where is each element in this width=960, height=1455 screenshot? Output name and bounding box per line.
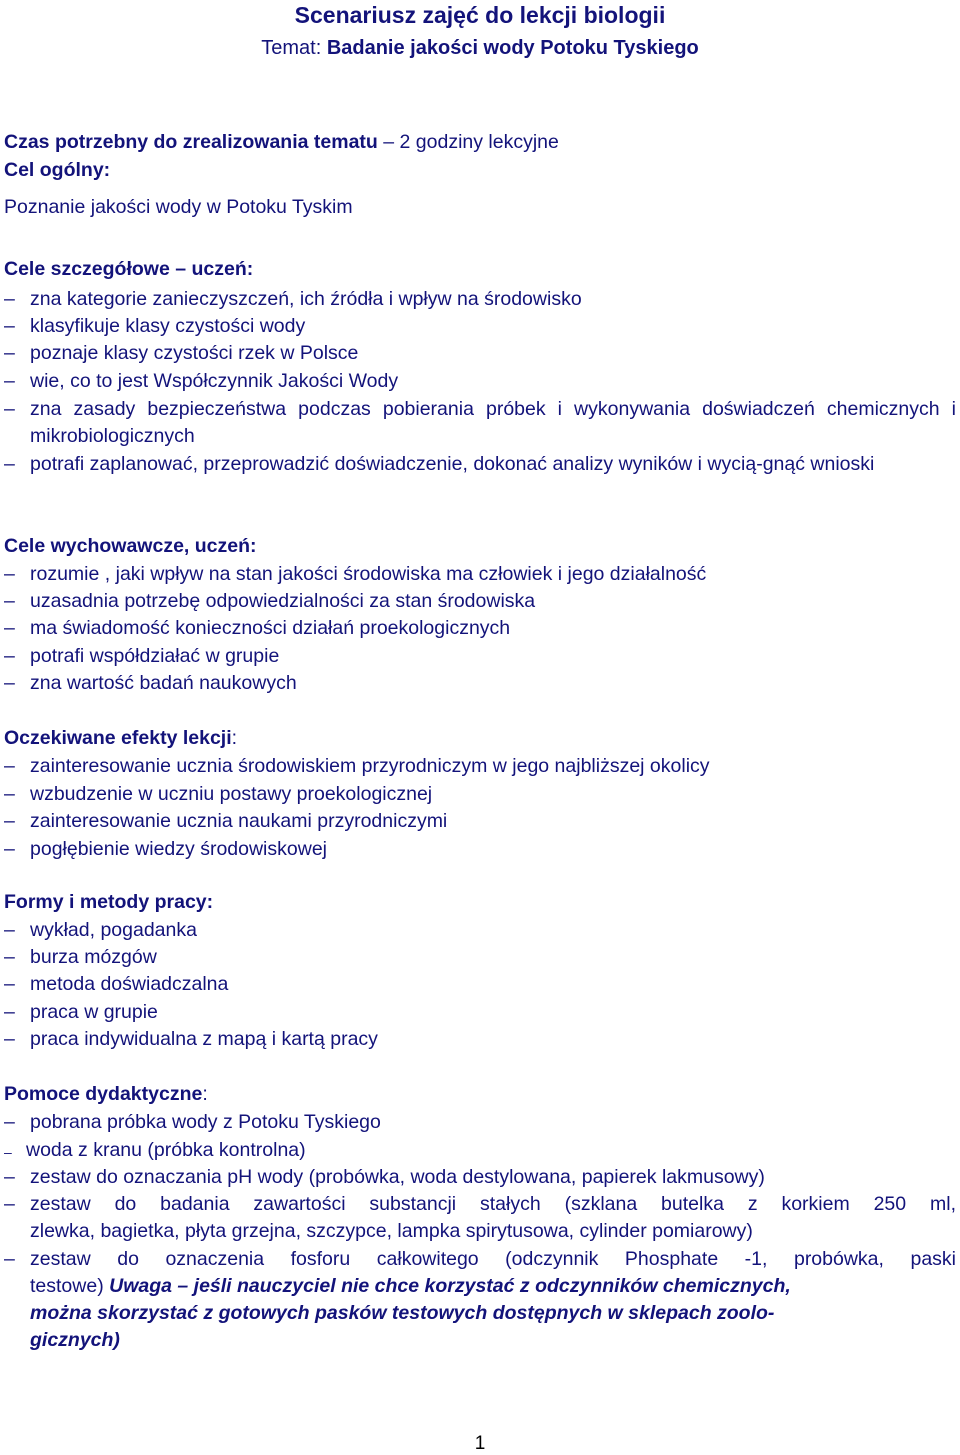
subtitle-value: Badanie jakości wody Potoku Tyskiego [326,37,699,59]
aids-plain-text: testowe) [30,1275,110,1297]
document-page: Scenariusz zajęć do lekcji biologii Temat: Badanie jakości wody Potoku Tyskiego Czas potrzebny do zrealizowania tematu – 2 godziny lekcyjne Cel ogólny: Poznanie jakości wody w Potoku Tyskim Cele szczegółowe – uczeń: – zna kategorie zanieczyszczeń, ich źródła i wpływ na środowisko – klasyfikuje klasy czystości wody – poznaje klasy czystości rzek w Polsce – wie, co to jest Współczynnik Jakości Wody – zna zasady bezpieczeństwa podczas pobierania próbek i wykonywania doświadczeń chemicznych i mikrobiologicznych – potrafi zaplanować, przeprowadzić doświadczenie, dokonać analizy wyników i wycią-gnąć wnioski Cele wychowawcze, uczeń: – rozumie , jaki wpływ na stan jakości środowiska ma człowiek i jego działalność – uzasadnia potrzebę odpowiedzialności za stan środowiska – ma świadomość konieczności działań proekologicznych – potrafi współdziałać w grupie – zna wartość badań naukowych Oczekiwane efekty lekcji: – zainteresowanie ucznia środowiskiem przyrodniczym w jego najbliższej okolicy – wzbudzenie w uczniu postawy proekologicznej – zainteresowanie ucznia naukami przyrodniczymi – pogłębienie wiedzy środowiskowej Formy i metody pracy: – wykład, pogadanka – burza mózgów – metoda doświadczalna – praca w grupie – praca indywidualna z mapą i kartą pracy Pomoce dydaktyczne: – pobrana próbka wody z Potoku Tyskiego – woda z kranu (próbka kontrolna) – zestaw do oznaczania pH wody (probówka, woda destylowana, papierek lakmusowy) – zestaw do badania zawartości substancji stałych (szklana butelka z korkiem 250 ml, zlewka, bagietka, płyta grzejna, szczypce, lampka spirytusowa, cylinder pomiarowy) – zestaw do oznaczenia fosforu całkowitego (odczynnik Phosphate -1, probówka, paski testowe) Uwaga – jeśli nauczyciel nie chce korzystać z odczynników chemicznych, można skorzystać z gotowych pasków testowych dostępnych w sklepach zoolo- gicznych) 1 [0,0,960,1455]
effects-heading-line [4,725,237,752]
aids-colon: : [202,1083,208,1105]
aids-heading-line [4,1081,208,1108]
aids-note-text: można skorzystać z gotowych pasków testowych dostępnych w sklepach zoolo- [30,1302,775,1324]
effects-heading: Oczekiwane efekty lekcji [4,727,232,749]
educational-heading: Cele wychowawcze, uczeń: [4,535,257,557]
page-number: 1 [474,1433,486,1454]
time-label: Czas potrzebny do zrealizowania tematu [4,131,378,153]
goal-text: Poznanie jakości wody w Potoku Tyskim [4,196,353,218]
time-dash: – [377,131,400,153]
document-subtitle [0,34,960,62]
list-item-continuation: zlewka, bagietka, płyta grzejna, szczypce, lampka spirytusowa, cylinder pomiarowy) [30,1220,753,1242]
list-item-continuation [30,1273,791,1300]
goal-label: Cel ogólny: [4,159,111,181]
aids-heading: Pomoce dydaktyczne [4,1083,203,1105]
effects-colon: : [231,727,238,749]
specific-heading: Cele szczegółowe – uczeń: [4,258,254,280]
document-title: Scenariusz zajęć do lekcji biologii [294,2,666,28]
time-value: 2 godziny lekcyjne [399,131,559,153]
subtitle-label: Temat: [261,37,327,59]
methods-heading: Formy i metody pracy: [4,891,214,913]
aids-note-text: Uwaga – jeśli nauczyciel nie chce korzystać z odczynników chemicznych, [109,1275,791,1297]
time-line [4,129,559,156]
aids-note-text: gicznych) [30,1329,120,1351]
